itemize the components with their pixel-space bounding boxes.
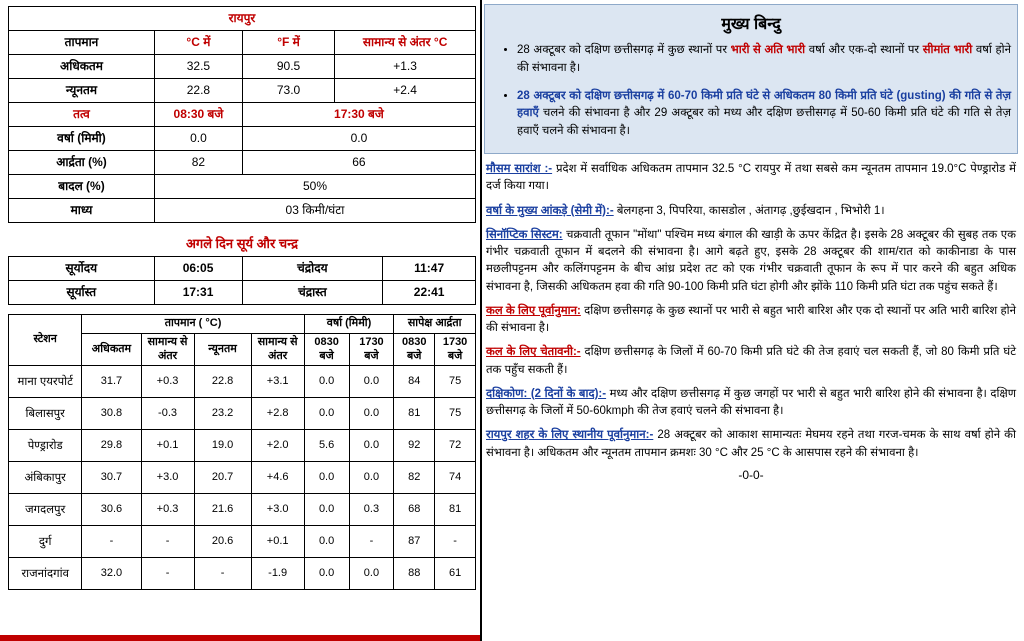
cell-value: 0.0 — [349, 430, 394, 462]
row-label: सूर्योदय — [9, 257, 155, 281]
cell-value: - — [435, 526, 476, 558]
table-row-max-temp — [9, 55, 476, 79]
table-row-rainfall — [9, 127, 476, 151]
col-header-rh-1730: 1730 बजे — [435, 333, 476, 366]
cell-value: 20.7 — [194, 462, 251, 494]
cell-value: 92 — [394, 430, 435, 462]
cell-value: 61 — [435, 558, 476, 590]
section-rainfall-figures — [486, 203, 1016, 220]
col-header-station: स्टेशन — [9, 315, 82, 366]
cell-value: 22:41 — [383, 281, 476, 305]
cell-value: +0.3 — [141, 366, 194, 398]
table-row — [9, 558, 476, 590]
col-header-tmin: न्यूनतम — [194, 333, 251, 366]
cell-value: 20.6 — [194, 526, 251, 558]
cell-value: +3.1 — [251, 366, 304, 398]
row-label: आर्द्रता (%) — [9, 151, 155, 175]
city-title: रायपुर — [9, 7, 476, 31]
table-row — [9, 526, 476, 558]
col-header-rh-0830: 0830 बजे — [394, 333, 435, 366]
group-header-humidity: सापेक्ष आर्द्रता — [394, 315, 476, 334]
cell-value: 50% — [154, 175, 475, 199]
cell-value: 0.3 — [349, 494, 394, 526]
col-header-tmin-dep: सामान्य से अंतर — [251, 333, 304, 366]
cell-value: 32.5 — [154, 55, 242, 79]
station-name: माना एयरपोर्ट — [9, 366, 82, 398]
cell-value: 0.0 — [304, 558, 349, 590]
cell-value: 90.5 — [242, 55, 334, 79]
cell-value: 0.0 — [242, 127, 475, 151]
station-name: जगदलपुर — [9, 494, 82, 526]
section-outlook — [486, 386, 1016, 421]
station-name: पेण्ड्रारोड — [9, 430, 82, 462]
main-weather-table — [8, 6, 476, 223]
table-row-time — [9, 103, 476, 127]
section-heading: सिनॉप्टिक सिस्टम: — [486, 228, 563, 241]
cell-value: 31.7 — [82, 366, 141, 398]
cell-value: 0.0 — [304, 526, 349, 558]
cell-value: 73.0 — [242, 79, 334, 103]
cell-value: 84 — [394, 366, 435, 398]
station-name: राजनांदगांव — [9, 558, 82, 590]
list-item — [517, 88, 1011, 141]
col-header-tmax: अधिकतम — [82, 333, 141, 366]
cell-value: 0.0 — [154, 127, 242, 151]
cell-value: 22.8 — [194, 366, 251, 398]
table-row — [9, 366, 476, 398]
row-label: सूर्यास्त — [9, 281, 155, 305]
spacer — [8, 305, 476, 314]
cell-value: 06:05 — [154, 257, 242, 281]
cell-value: 19.0 — [194, 430, 251, 462]
cell-value: 32.0 — [82, 558, 141, 590]
cell-value: 17:31 — [154, 281, 242, 305]
kp2-part2: चलने की संभावना है और 29 अक्टूबर को मध्य और दक्षिण छत्तीसगढ़ में 50-60 किमी प्रति घंटे की गति से तेज़ हवाएँ चलने की संभावना है। — [517, 107, 1011, 138]
cell-value: 68 — [394, 494, 435, 526]
section-tomorrow-warning — [486, 344, 1016, 379]
cell-value: 81 — [394, 398, 435, 430]
section-heading: वर्षा के मुख्य आंकड़े (सेमी में):- — [486, 204, 614, 217]
table-row — [9, 494, 476, 526]
section-body: दक्षिण छत्तीसगढ़ के जिलों में 60-70 किमी प्रति घंटे की तेज हवाएं चल सकती हैं, जो 80 किमी प्रति घंटे तक पहुँच सकती हैं। — [486, 346, 1016, 376]
cell-value: +2.4 — [335, 79, 476, 103]
cell-value: 17:30 बजे — [242, 103, 475, 127]
row-label: अधिकतम — [9, 55, 155, 79]
cell-value: 72 — [435, 430, 476, 462]
section-heading: कल के लिए पूर्वानुमान: — [486, 304, 581, 317]
cell-value: +3.0 — [141, 462, 194, 494]
cell-value: 74 — [435, 462, 476, 494]
cell-value: 30.8 — [82, 398, 141, 430]
section-heading: कल के लिए चेतावनी:- — [486, 346, 581, 359]
cell-value: - — [194, 558, 251, 590]
kp2-part1: 28 अक्टूबर को दक्षिण छत्तीसगढ़ में 60-70 किमी प्रति घंटे से अधिकतम 80 किमी प्रति घंटे (gusting) की गति से तेज़ हवाएँ — [517, 89, 1011, 120]
section-heading: मौसम सारांश :- — [486, 163, 553, 176]
station-name: बिलासपुर — [9, 398, 82, 430]
cell-value: 22.8 — [154, 79, 242, 103]
section-summary — [486, 161, 1016, 196]
cell-value: - — [82, 526, 141, 558]
cell-value: 0.0 — [349, 366, 394, 398]
row-label: चंद्रोदय — [242, 257, 383, 281]
cell-value: 88 — [394, 558, 435, 590]
col-header-rain-0830: 0830 बजे — [304, 333, 349, 366]
cell-value: 30.6 — [82, 494, 141, 526]
cell-value: +0.1 — [141, 430, 194, 462]
cell-value: 82 — [154, 151, 242, 175]
cell-value: - — [349, 526, 394, 558]
cell-value: 21.6 — [194, 494, 251, 526]
kp1-part2: भारी से अति भारी — [730, 44, 806, 56]
key-points-title: मुख्य बिन्दु — [721, 16, 781, 33]
cell-value: +2.0 — [251, 430, 304, 462]
kp1-part1: 28 अक्टूबर को दक्षिण छत्तीसगढ़ में कुछ स्थानों पर — [517, 44, 731, 56]
cell-value: 81 — [435, 494, 476, 526]
section-heading: दक्षिकोण: (2 दिनों के बाद):- — [486, 387, 607, 400]
section-body: प्रदेश में सर्वाधिक अधिकतम तापमान 32.5 °C रायपुर में तथा सबसे कम न्यूनतम तापमान 19.0°C पेण्ड्रारोड में दर्ज किया गया। — [486, 163, 1016, 193]
cell-value: 0.0 — [304, 494, 349, 526]
station-name: अंबिकापुर — [9, 462, 82, 494]
table-group-header-row — [9, 315, 476, 334]
table-row-humidity — [9, 151, 476, 175]
row-label: तत्व — [9, 103, 155, 127]
cell-value: +0.1 — [251, 526, 304, 558]
kp1-part3: वर्षा और एक-दो स्थानों पर — [805, 44, 923, 56]
group-header-rainfall: वर्षा (मिमी) — [304, 315, 394, 334]
spacer — [8, 223, 476, 232]
table-row — [9, 462, 476, 494]
section-body: बेलगहना 3, पिपरिया, कासडोल , अंतागढ़ ,छुईखदान , भिभोरी 1। — [616, 204, 885, 217]
cell-value: +4.6 — [251, 462, 304, 494]
station-data-table — [8, 314, 476, 590]
sun-moon-table — [8, 256, 476, 305]
station-name: दुर्ग — [9, 526, 82, 558]
red-bottom-bar — [0, 635, 480, 641]
cell-value: - — [141, 526, 194, 558]
table-row-cloud — [9, 175, 476, 199]
table-row — [9, 281, 476, 305]
table-row — [9, 430, 476, 462]
col-header-rain-1730: 1730 बजे — [349, 333, 394, 366]
row-label: वर्षा (मिमी) — [9, 127, 155, 151]
row-label: माध्य — [9, 199, 155, 223]
cell-value: 75 — [435, 398, 476, 430]
cell-value: +0.3 — [141, 494, 194, 526]
row-label: बादल (%) — [9, 175, 155, 199]
section-tomorrow-forecast — [486, 303, 1016, 338]
cell-value: 66 — [242, 151, 475, 175]
cell-value: 29.8 — [82, 430, 141, 462]
col-header-fahrenheit: °F में — [242, 31, 334, 55]
sun-moon-title: अगले दिन सूर्य और चन्द्र — [185, 236, 299, 251]
cell-value: +2.8 — [251, 398, 304, 430]
section-body: दक्षिण छत्तीसगढ़ के कुछ स्थानों पर भारी से बहुत भारी बारिश और एक दो स्थानों पर अति भारी बारिश होने की संभावना है। — [486, 304, 1016, 335]
cell-value: -0.3 — [141, 398, 194, 430]
cell-value: 0.0 — [304, 366, 349, 398]
cell-value: 08:30 बजे — [154, 103, 242, 127]
section-body: मध्य और दक्षिण छत्तीसगढ़ में कुछ जगहों पर भारी से बहुत भारी बारिश होने की संभावना है। दक्षिण छत्तीसगढ़ के जिलों में 50-60kmph की तेज हवाएं चलने की संभावना है। — [486, 387, 1017, 418]
cell-value: +1.3 — [335, 55, 476, 79]
col-header-param: तापमान — [9, 31, 155, 55]
table-row-wind — [9, 199, 476, 223]
table-header-row — [9, 31, 476, 55]
cell-value: 11:47 — [383, 257, 476, 281]
cell-value: 75 — [435, 366, 476, 398]
kp1-part4: सीमांत भारी — [922, 44, 973, 56]
cell-value: 0.0 — [349, 462, 394, 494]
row-label: चंद्रास्त — [242, 281, 383, 305]
key-points-panel — [484, 4, 1018, 154]
cell-value: 0.0 — [304, 398, 349, 430]
row-label: न्यूनतम — [9, 79, 155, 103]
cell-value: 0.0 — [349, 558, 394, 590]
table-row-min-temp — [9, 79, 476, 103]
list-item — [517, 42, 1011, 78]
section-synoptic-system — [486, 227, 1016, 296]
cell-value: 0.0 — [304, 462, 349, 494]
cell-value: -1.9 — [251, 558, 304, 590]
table-row — [9, 398, 476, 430]
cell-value: - — [141, 558, 194, 590]
group-header-temperature: तापमान ( °C) — [82, 315, 304, 334]
cell-value: 0.0 — [349, 398, 394, 430]
kp1-part5: वर्षा होने की संभावना है। — [517, 44, 1011, 74]
section-body: 28 अक्टूबर को आकाश सामान्यतः मेघमय रहने तथा गरज-चमक के साथ वर्षा होने की संभावना है। अधिकतम और न्यूनतम तापमान क्रमशः 30 °C और 25 °C के आसपास रहने की संभावना है। — [486, 429, 1016, 459]
col-header-celsius: °C में — [154, 31, 242, 55]
cell-value: +3.0 — [251, 494, 304, 526]
left-column — [0, 0, 480, 641]
col-header-tmax-dep: सामान्य से अंतर — [141, 333, 194, 366]
col-header-departure: सामान्य से अंतर °C — [335, 31, 476, 55]
cell-value: 5.6 — [304, 430, 349, 462]
cell-value: 30.7 — [82, 462, 141, 494]
section-raipur-local-forecast — [486, 427, 1016, 462]
section-body: चक्रवाती तूफान "मोंथा" पश्चिम मध्य बंगाल की खाड़ी के ऊपर केंद्रित है। इसके 28 अक्टूबर की सुबह तक एक गंभीर चक्रवाती तूफान में बदलने की संभावना है। आगे बढ़ते हुए, इसके 28 अक्टूबर की शाम/रात को काकीनाडा के पास मछलीपट्टनम और कलिंगपट्टनम के बीच आंध्र प्रदेश तट को एक गंभीर चक्रवाती तूफान के रूप में पार करने की बहुत अधिक संभावना है, जिसकी अधिकतम हवा की गति 90-100 किमी प्रति घंटा होगी और झोंके 110 किमी प्रति घंटा तक पहुंच सकते हैं। — [486, 228, 1016, 293]
cell-value: 87 — [394, 526, 435, 558]
cell-value: 03 किमी/घंटा — [154, 199, 475, 223]
table-row — [9, 257, 476, 281]
cell-value: 82 — [394, 462, 435, 494]
right-column — [480, 0, 1024, 641]
table-title-row — [9, 7, 476, 31]
key-points-list — [491, 42, 1011, 141]
cell-value: 23.2 — [194, 398, 251, 430]
section-heading: रायपुर शहर के लिए स्थानीय पूर्वानुमान:- — [486, 429, 654, 442]
footer-marker: -0-0- — [738, 467, 764, 482]
